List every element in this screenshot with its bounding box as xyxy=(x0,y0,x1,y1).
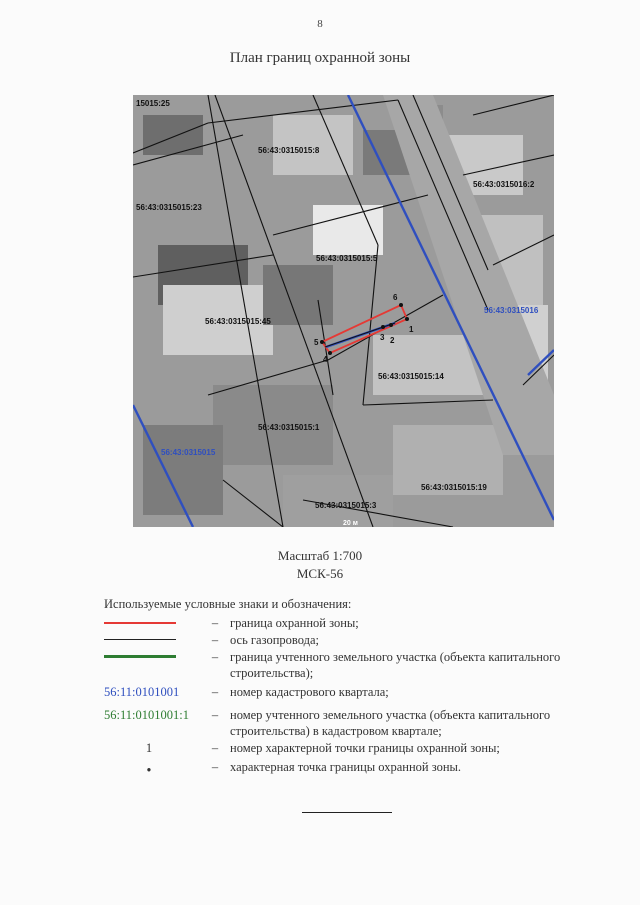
point-label-4: 4 xyxy=(323,355,328,364)
legend-symbol-zone-line xyxy=(104,622,176,624)
legend-dash: – xyxy=(211,708,219,722)
scale-block xyxy=(0,547,640,583)
scale-text: Масштаб 1:700 xyxy=(277,548,363,563)
legend-dash: – xyxy=(211,616,219,630)
legend-text: граница учтенного земельного участка (объекта капитального строительства); xyxy=(230,650,561,680)
legend-text: номер кадастрового квартала; xyxy=(230,685,389,699)
map-label-parcel-3: 56:43:0315015:3 xyxy=(315,501,377,510)
legend-text: ось газопровода; xyxy=(230,633,320,647)
map-scalebar-label: 20 м xyxy=(343,520,358,527)
legend-symbol-parcel-line xyxy=(104,655,176,658)
legend-text: характерная точка границы охранной зоны. xyxy=(230,760,462,774)
point-label-2: 2 xyxy=(390,336,395,345)
point-label-1: 1 xyxy=(409,325,414,334)
legend-text: граница охранной зоны; xyxy=(230,616,359,630)
cadastral-map xyxy=(133,95,554,527)
legend-row-point-number xyxy=(104,740,584,756)
legend-row-axis xyxy=(104,632,584,648)
legend-row-parcel xyxy=(104,649,584,681)
map-label-parcel-14: 56:43:0315015:14 xyxy=(378,372,444,381)
legend-dash: – xyxy=(211,741,219,755)
legend-row-quarter xyxy=(104,684,584,700)
map-canvas xyxy=(133,95,554,527)
legend-dash: – xyxy=(211,633,219,647)
map-label-parcel-23: 56:43:0315015:23 xyxy=(136,203,202,212)
legend-dash: – xyxy=(211,685,219,699)
map-label-parcel-1: 56:43:0315015:1 xyxy=(258,423,320,432)
legend-symbol-point-dot: • xyxy=(146,763,152,777)
map-label-parcel-8: 56:43:0315015:8 xyxy=(258,146,320,155)
page-title: План границ охранной зоны xyxy=(229,50,411,66)
legend-row-point xyxy=(104,759,584,775)
legend-row-zone xyxy=(104,615,584,631)
map-label-parcel-19: 56:43:0315015:19 xyxy=(421,483,487,492)
page-number: 8 xyxy=(317,18,323,30)
legend-dash: – xyxy=(211,650,219,664)
legend-symbol-axis-line xyxy=(104,639,176,640)
point-label-5: 5 xyxy=(314,338,319,347)
signature-line xyxy=(302,812,392,813)
legend-symbol-point-number: 1 xyxy=(145,741,153,755)
legend-symbol-parcel-number: 56:11:0101001:1 xyxy=(104,708,189,722)
map-label-quarter-15: 56:43:0315015 xyxy=(161,448,216,457)
legend-row-parcel-number xyxy=(104,707,584,739)
map-label-15015-25: 15015:25 xyxy=(136,99,170,108)
point-label-3: 3 xyxy=(380,333,385,342)
legend-text: номер учтенного земельного участка (объекта капитального строительства) в кадастровом квартале; xyxy=(230,708,551,738)
legend-title: Используемые условные знаки и обозначения: xyxy=(104,597,352,611)
legend-dash: – xyxy=(211,760,219,774)
legend-text: номер характерной точки границы охранной зоны; xyxy=(230,741,500,755)
map-label-quarter-16: 56:43:0315016 xyxy=(484,306,539,315)
legend-symbol-quarter: 56:11:0101001 xyxy=(104,685,180,699)
map-label-parcel-16-2: 56:43:0315016:2 xyxy=(473,180,535,189)
map-label-parcel-5: 56:43:0315015:5 xyxy=(316,254,378,263)
map-label-parcel-45: 56:43:0315015:45 xyxy=(205,317,271,326)
coordinate-system: МСК-56 xyxy=(296,566,344,581)
point-label-6: 6 xyxy=(393,293,398,302)
